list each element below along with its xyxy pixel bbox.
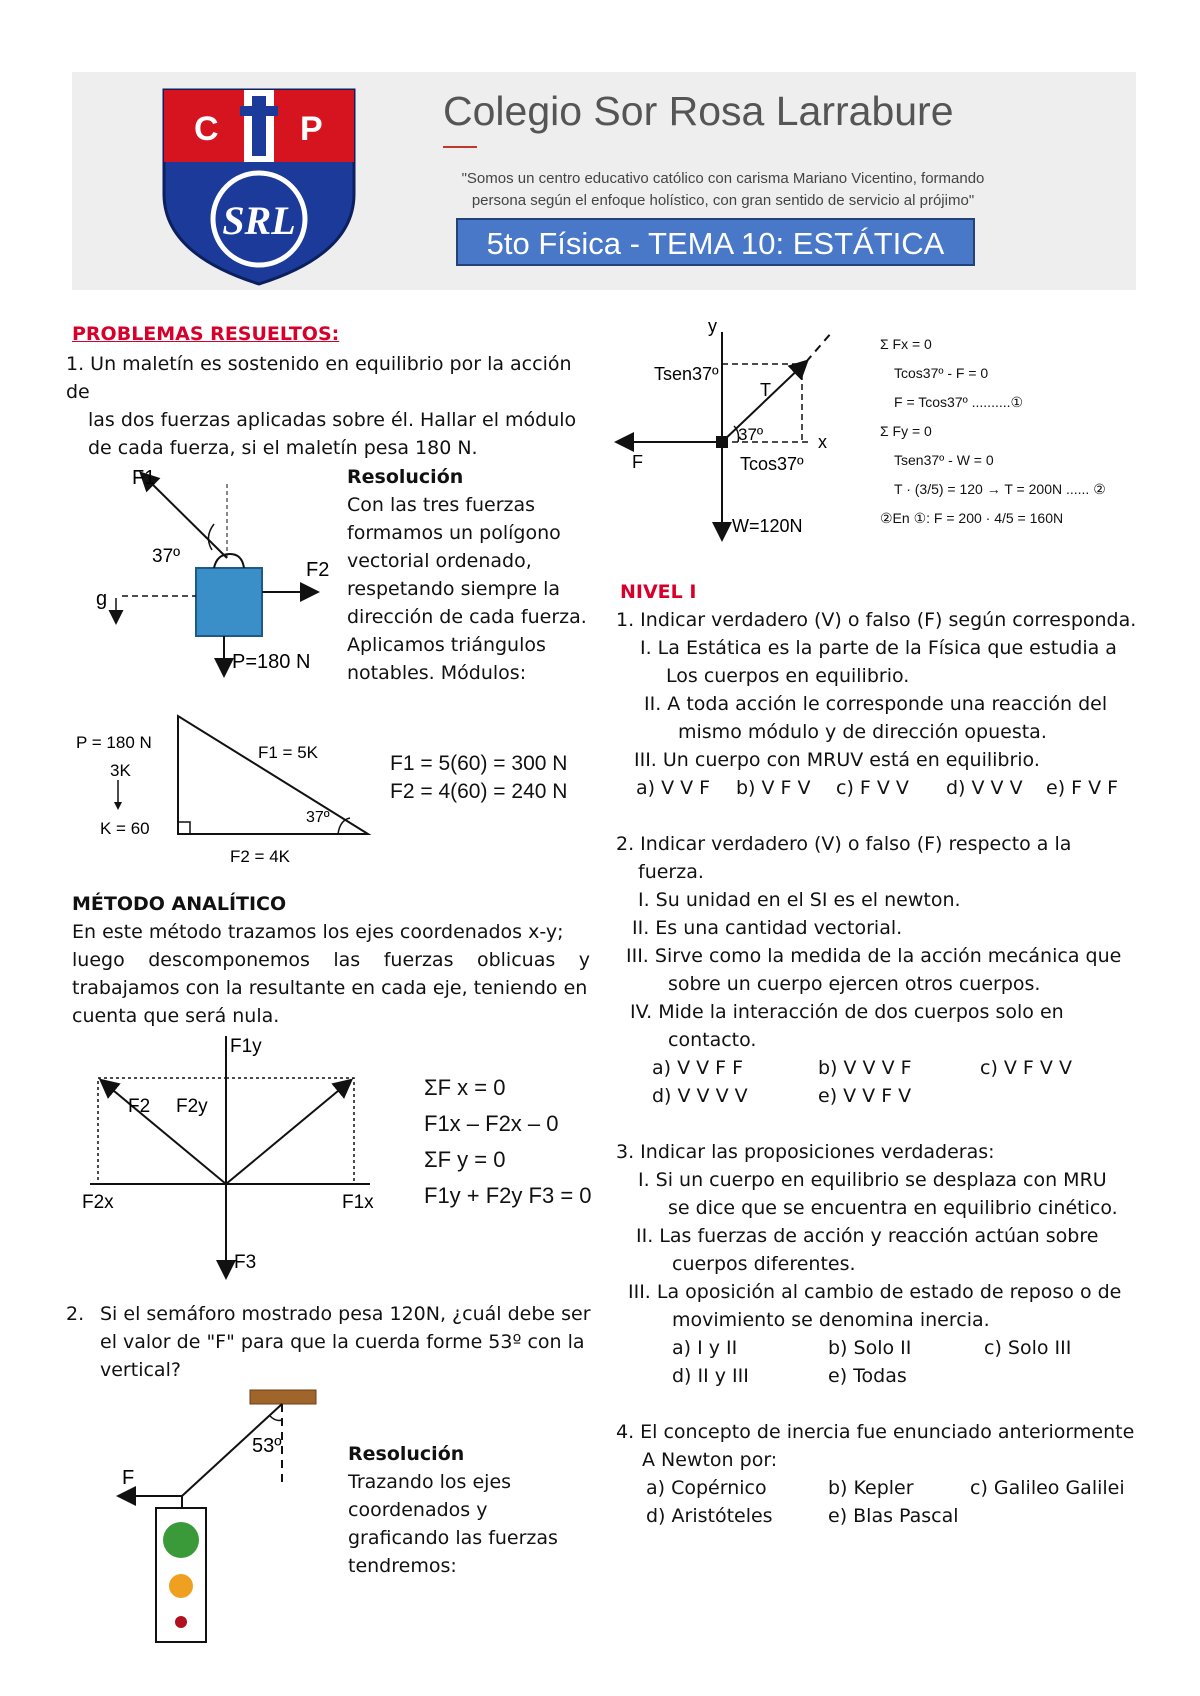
tri-label-angle: 37º [306,809,330,826]
sol-label-t: T [760,380,771,400]
resolution-2: Resolución Trazando los ejes coordenados y graficando las fuerzas tendremos: [348,1443,558,1577]
section-title-problemas: PROBLEMAS RESUELTOS: [72,323,340,345]
q4-option-c: c) Galileo Galilei [970,1477,1125,1499]
axes-label-f3: F3 [234,1252,257,1273]
sol-label-angle: 37º [738,425,764,444]
q3-option-a: a) I y II [672,1337,738,1359]
q3-option-e: e) Todas [828,1365,907,1387]
label-angle-37: 37º [152,546,181,567]
page-title: 5to Física - TEMA 10: ESTÁTICA [456,218,975,266]
school-name: Colegio Sor Rosa Larrabure [443,88,954,134]
sol-label-x: x [818,432,827,452]
section-title-nivel: NIVEL I [620,581,697,603]
title-divider [443,146,477,148]
q4-option-d: d) Aristóteles [646,1505,773,1527]
solution-equations: Σ Fx = 0 Tcos37º - F = 0 F = Tcos37º ..........① Σ Fy = 0 Tsen37º - W = 0 T · (3/5) = 120 → T = 200N ...... ② ②En ①: F = 200 · 4/5 = 160N [880,336,1106,526]
question-4: 4. El concepto de inercia fue enunciado anteriormente A Newton por: a) Copérnico b) Kepler c) Galileo Galilei d) Aristóteles e) Blas Pascal [616,1418,1166,1530]
q1-option-c: c) F V V [836,777,909,799]
axes-label-f2y: F2y [176,1096,208,1117]
label-p-weight: P=180 N [232,651,311,673]
axes-label-f2: F2 [128,1096,151,1117]
module-results: F1 = 5(60) = 300 N F2 = 4(60) = 240 N [390,752,568,803]
question-3: 3. Indicar las proposiciones verdaderas: I. Si un cuerpo en equilibrio se desplaza con MRU se dice que se encuentra en equilibrio cinético. II. Las fuerzas de acción y reacción actúan sobre cuerpos diferentes. III. La oposición al cambio de estado de reposo o de movimiento se denomina inercia. a) I y II b) Solo II c) Solo III d) II y III e) Todas [616,1138,1156,1390]
sol-label-w: W=120N [732,516,803,536]
figure-traffic-light [110,1386,330,1648]
figure-solution-axes [610,318,860,546]
tri-label-p: P = 180 N [76,733,152,752]
label-f1: F1 [132,467,156,489]
q4-option-a: a) Copérnico [646,1477,767,1499]
figure-force-decomposition [80,1036,380,1286]
figure-briefcase-forces [92,462,332,684]
tri-label-k: K = 60 [100,819,150,838]
q4-option-e: e) Blas Pascal [828,1505,959,1527]
q2-option-b: b) V V V F [818,1057,912,1079]
sol-label-f: F [632,452,643,472]
metodo-description: En este método trazamos los ejes coordenados x-y; luego descomponemos las fuerzas oblicuas y trabajamos con la resultante en cada eje, teniendo en cuenta que será nula. [72,921,590,1027]
label-f2: F2 [306,559,330,581]
shield-letter-p: P [300,110,323,148]
problem-1-statement: 1. Un maletín es sostenido en equilibrio por la acción de las dos fuerzas aplicadas sobre él. Hallar el módulo de cada fuerza, si el maletín pesa 180 N. [66,353,577,459]
question-2: 2. Indicar verdadero (V) o falso (F) respecto a la fuerza. I. Su unidad en el SI es el newton. II. Es una cantidad vectorial. III. Sirve como la medida de la acción mecánica que sobre un cuerpo ejercen otros cuerpos. IV. Mide la interacción de dos cuerpos solo en contacto. a) V V F F b) V V V F c) V F V V d) V V V V e) V V F V [616,830,1156,1110]
sol-label-tsen: Tsen37º [654,364,719,384]
tri-label-3k: 3K [110,761,131,780]
q1-option-b: b) V F V [736,777,811,799]
problem-2-statement: 2. Si el semáforo mostrado pesa 120N, ¿cuál debe ser el valor de "F" para que la cuerda forme 53º con la vertical? [66,1303,591,1381]
shield-monogram: SRL [222,198,296,243]
q2-option-a: a) V V F F [652,1057,744,1079]
q3-option-b: b) Solo II [828,1337,912,1359]
q1-option-a: a) V V F [636,777,711,799]
figure-notable-triangle [70,706,380,872]
question-1: 1. Indicar verdadero (V) o falso (F) según corresponda. I. La Estática es la parte de la Física que estudia a Los cuerpos en equilibrio. II. A toda acción le corresponde una reacción del mismo módulo y de dirección opuesta. III. Un cuerpo con MRUV está en equilibrio. a) V V F b) V F V c) F V V d) V V V e) F V F [616,606,1156,802]
tri-label-f1: F1 = 5K [258,743,319,762]
q3-option-c: c) Solo III [984,1337,1072,1359]
q2-option-c: c) V F V V [980,1057,1072,1079]
q4-option-b: b) Kepler [828,1477,914,1499]
tri-label-f2: F2 = 4K [230,847,291,866]
school-motto: "Somos un centro educativo católico con carisma Mariano Vicentino, formando persona según el enfoque holístico, con gran sentido de servicio al prójimo" [461,170,985,209]
shield-letter-c: C [194,110,219,148]
label-g: g [96,588,108,610]
traffic-label-f: F [122,1467,135,1489]
resolution-1: Resolución Con las tres fuerzas formamos un polígono vectorial ordenado, respetando siempre la dirección de cada fuerza. Aplicamos triángulos notables. Módulos: [347,466,587,684]
axes-label-f1y: F1y [230,1036,262,1057]
q3-option-d: d) II y III [672,1365,749,1387]
sol-label-y: y [708,318,717,336]
q1-option-e: e) F V F [1046,777,1119,799]
axes-label-f2x: F2x [82,1192,114,1213]
axes-label-f1x: F1x [342,1192,374,1213]
traffic-label-angle: 53º [252,1435,282,1457]
section-title-metodo: MÉTODO ANALÍTICO [72,893,287,915]
school-shield-logo [160,84,358,286]
equilibrium-equations: ΣF x = 0 F1x – F2x – 0 ΣF y = 0 F1y + F2y F3 = 0 [424,1075,592,1208]
q1-option-d: d) V V V [946,777,1023,799]
sol-label-tcos: Tcos37º [740,454,804,474]
q2-option-e: e) V V F V [818,1085,912,1107]
q2-option-d: d) V V V V [652,1085,748,1107]
